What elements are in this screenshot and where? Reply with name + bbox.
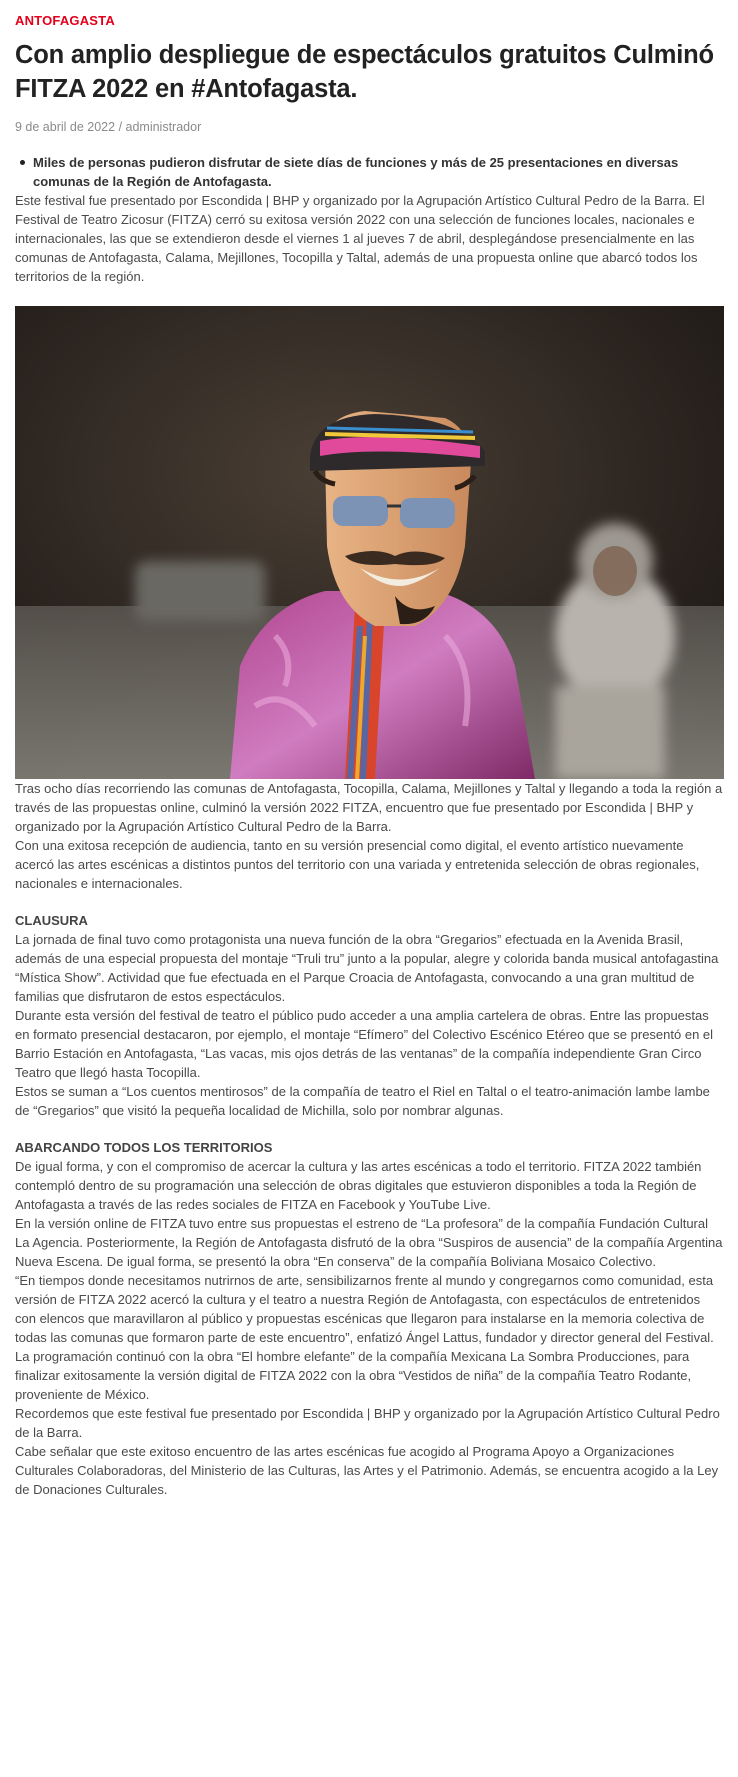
paragraph-11: Cabe señalar que este exitoso encuentro de las artes escénicas fue acogido al Programa Apoyo a Organizaciones Culturales Colaboradoras, del Ministerio de las Culturas, las Artes y el Patrimonio. Además, se encuentra acogido a la Ley de Donaciones Culturales. bbox=[15, 1444, 719, 1497]
paragraph-8: “En tiempos donde necesitamos nutrirnos de arte, sensibilizarnos frente al mundo y congregarnos como comunidad, esta versión de FITZA 2022 acercó la cultura y el teatro a nuestra Región de Antofagasta, con espectáculos de entretenidos con elencos que maravillaron al público y propuestas escénicas que llegaron para instalarse en la memoria colectiva de todas las comunas que formaron parte de este encuentro”, enfatizó Ángel Lattus, fundador y director general del Festival. bbox=[15, 1273, 714, 1345]
author-link[interactable]: administrador bbox=[125, 120, 202, 134]
paragraph-4: Durante esta versión del festival de teatro el público pudo acceder a una amplia cartelera de obras. Entre las propuestas en formato presencial destacaron, por ejemplo, el montaje “Efímero” del Colectivo Escénico Etéreo que se presentó en el Barrio Estación en Antofagasta, “Las vacas, mis ojos detrás de las ventanas” de la compañía independiente Gran Circo Teatro que llegó hasta Tocopilla. bbox=[15, 1008, 714, 1080]
category-link[interactable]: ANTOFAGASTA bbox=[15, 13, 115, 28]
highlights-list bbox=[15, 153, 724, 191]
paragraph-3: La jornada de final tuvo como protagonista una nueva función de la obra “Gregarios” efectuada en la Avenida Brasil, además de una especial propuesta del montaje “Truli tru” junto a la popular, alegre y colorida banda musical antofagastina “Mística Show”. Actividad que fue efectuada en el Parque Croacia de Antofagasta, convocando a una gran multitud de familias que disfrutaron de estos espectáculos. bbox=[15, 932, 719, 1004]
article-title: Con amplio despliegue de espectáculos gratuitos Culminó FITZA 2022 en #Antofagasta. bbox=[15, 41, 714, 103]
intro-paragraph: Este festival fue presentado por Escondida | BHP y organizado por la Agrupación Artístico Cultural Pedro de la Barra. El Festival de Teatro Zicosur (FITZA) cerró su exitosa versión 2022 con una selección de funciones locales, nacionales e internacionales, las que se extendieron desde el viernes 1 al jueves 7 de abril, desplegándose presencialmente en las comunas de Antofagasta, Calama, Mejillones, Tocopilla y Taltal, además de una propuesta online que abarcó todos los territorios de la región. bbox=[15, 193, 705, 284]
article-photo bbox=[15, 306, 724, 779]
meta-separator: / bbox=[115, 120, 126, 134]
masked-performer-photo bbox=[15, 306, 724, 779]
paragraph-2: Con una exitosa recepción de audiencia, tanto en su versión presencial como digital, el evento artístico nuevamente acercó las artes escénicas a distintos puntos del territorio con una variada y entretenida selección de obras regionales, nacionales e internacionales. bbox=[15, 838, 700, 891]
article-meta bbox=[15, 119, 724, 135]
article bbox=[15, 0, 724, 1499]
section-heading-territorios: ABARCANDO TODOS LOS TERRITORIOS bbox=[15, 1140, 273, 1155]
paragraph-6: De igual forma, y con el compromiso de acercar la cultura y las artes escénicas a todo el territorio. FITZA 2022 también contempló dentro de su programación una selección de obras digitales que estuvieron disponibles a toda la Región de Antofagasta a través de las redes sociales de FITZA en Facebook y YouTube Live. bbox=[15, 1159, 702, 1212]
paragraph-1: Tras ocho días recorriendo las comunas de Antofagasta, Tocopilla, Calama, Mejillones y Taltal y llegando a toda la región a través de las propuestas online, culminó la versión 2022 FITZA, encuentro que fue presentado por Escondida | BHP y organizado por la Agrupación Artístico Cultural Pedro de la Barra. bbox=[15, 781, 723, 834]
paragraph-7: En la versión online de FITZA tuvo entre sus propuestas el estreno de “La profesora” de la compañía Fundación Cultural La Agencia. Posteriormente, la Región de Antofagasta disfrutó de la obra “Suspiros de ausencia” de la compañía Argentina Nueva Escena. De igual forma, se presentó la obra “En conserva” de la compañía Boliviana Mosaico Colectivo. bbox=[15, 1216, 723, 1269]
section-heading-clausura: CLAUSURA bbox=[15, 913, 88, 928]
paragraph-5: Estos se suman a “Los cuentos mentirosos” de la compañía de teatro el Riel en Taltal o el teatro-animación lambe lambe de “Gregarios” que visitó la pequeña localidad de Michilla, solo por nombrar algunas. bbox=[15, 1084, 710, 1118]
paragraph-10: Recordemos que este festival fue presentado por Escondida | BHP y organizado por la Agrupación Artístico Cultural Pedro de la Barra. bbox=[15, 1406, 720, 1440]
paragraph-9: La programación continuó con la obra “El hombre elefante” de la compañía Mexicana La Sombra Producciones, para finalizar exitosamente la versión digital de FITZA 2022 con la obra “Vestidos de niña” de la compañía Teatro Rodante, proveniente de México. bbox=[15, 1349, 692, 1402]
publish-date: 9 de abril de 2022 bbox=[15, 120, 116, 134]
highlight-item: Miles de personas pudieron disfrutar de siete días de funciones y más de 25 presentaciones en diversas comunas de la Región de Antofagasta. bbox=[33, 153, 724, 191]
